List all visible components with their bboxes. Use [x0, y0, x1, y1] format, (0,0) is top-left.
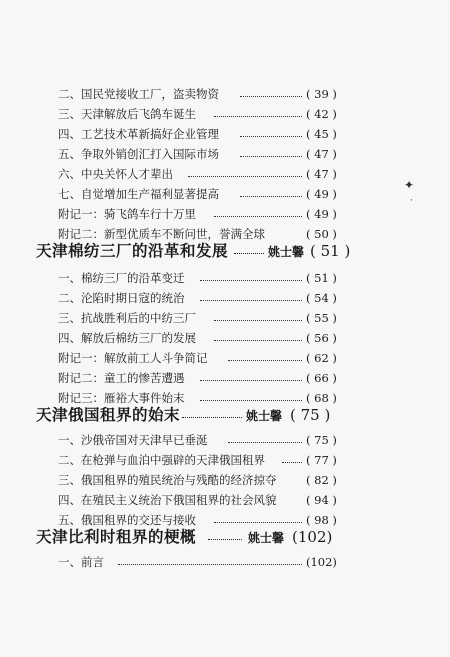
dot-leader	[200, 300, 302, 301]
toc-entry	[58, 470, 338, 490]
entry-title: 二、国民党接收工厂，盗卖物资	[58, 87, 219, 101]
toc-entry	[58, 328, 338, 348]
dot-leader	[240, 96, 302, 97]
entry-title: 七、自觉增加生产福利显著提高	[58, 187, 219, 201]
toc-entry	[58, 124, 338, 144]
entry-page: ( 98 )	[306, 513, 337, 527]
dot-leader	[240, 196, 302, 197]
entry-title: 附记一：骑飞鸽车行十万里	[58, 207, 196, 221]
entry-title: 附记二：新型优质车不断问世，誉满全球	[58, 227, 265, 241]
toc-entry	[58, 450, 338, 470]
dot-leader	[200, 380, 302, 381]
section-page: ( 51 )	[310, 242, 351, 260]
entry-title: 一、前言	[58, 555, 104, 569]
entry-page: ( 77 )	[306, 453, 337, 467]
toc-entry	[58, 430, 338, 450]
toc-entry	[58, 164, 338, 184]
dot-leader	[228, 360, 302, 361]
entry-page: ( 50 )	[306, 227, 337, 241]
dot-leader	[118, 564, 302, 565]
entry-title: 四、解放后棉纺三厂的发展	[58, 331, 196, 345]
entry-title: 六、中央关怀人才辈出	[58, 167, 173, 181]
entry-title: 五、俄国租界的交还与接收	[58, 513, 196, 527]
entry-title: 三、天津解放后飞鸽车诞生	[58, 107, 196, 121]
toc-entry	[58, 308, 338, 328]
entry-title: 二、在枪弹与血泊中强辟的天津俄国租界	[58, 453, 265, 467]
toc-entry	[58, 84, 338, 104]
entry-title: 三、俄国租界的殖民统治与残酷的经济掠夺	[58, 473, 277, 487]
dot-leader	[188, 176, 302, 177]
toc-entry	[58, 368, 338, 388]
section-heading	[36, 524, 346, 550]
entry-page: ( 45 )	[306, 127, 337, 141]
entry-page: ( 94 )	[306, 493, 337, 507]
entry-title: 二、沦陷时期日寇的统治	[58, 291, 185, 305]
entry-page: ( 49 )	[306, 187, 337, 201]
entry-title: 四、工艺技术革新搞好企业管理	[58, 127, 219, 141]
entry-page: ( 54 )	[306, 291, 337, 305]
entry-page: ( 47 )	[306, 147, 337, 161]
dot-leader	[214, 116, 302, 117]
entry-title: 附记一：解放前工人斗争简记	[58, 351, 208, 365]
section-page: (102)	[292, 528, 333, 546]
dot-leader	[240, 156, 302, 157]
section-heading	[36, 402, 346, 428]
entry-page: (102)	[306, 555, 337, 569]
toc-entry	[58, 552, 338, 572]
entry-page: ( 39 )	[306, 87, 337, 101]
entry-title: 附记二：童工的惨苦遭遇	[58, 371, 185, 385]
entry-title: 一、沙俄帝国对天津早已垂涎	[58, 433, 208, 447]
dot-leader	[282, 462, 302, 463]
entry-page: ( 75 )	[306, 433, 337, 447]
section-author: 姚士馨	[268, 245, 305, 259]
section-heading	[36, 238, 351, 264]
entry-page: ( 55 )	[306, 311, 337, 325]
entry-title: 四、在殖民主义统治下俄国租界的社会风貌	[58, 493, 277, 507]
dot-leader	[214, 340, 302, 341]
toc-entry	[58, 348, 338, 368]
entry-page: ( 56 )	[306, 331, 337, 345]
entry-page: ( 62 )	[306, 351, 337, 365]
scan-speck-icon: ✦	[404, 178, 415, 192]
entry-title: 附记三：雁裕大事件始末	[58, 391, 185, 405]
entry-page: ( 82 )	[306, 473, 337, 487]
dot-leader	[234, 253, 264, 254]
dot-leader	[214, 522, 302, 523]
entry-page: ( 66 )	[306, 371, 337, 385]
section-author: 姚士馨	[248, 531, 285, 545]
dot-leader	[208, 539, 242, 540]
toc-entry	[58, 204, 338, 224]
toc-entry	[58, 104, 338, 124]
entry-page: ( 68 )	[306, 391, 337, 405]
section-author: 姚士馨	[246, 409, 283, 423]
toc-entry	[58, 288, 338, 308]
scan-speck-icon: ·	[410, 196, 413, 206]
dot-leader	[182, 417, 242, 418]
dot-leader	[200, 400, 302, 401]
toc-entry	[58, 184, 338, 204]
toc-entry	[58, 490, 338, 510]
dot-leader	[214, 216, 302, 217]
section-page: ( 75 )	[290, 406, 331, 424]
dot-leader	[200, 280, 302, 281]
dot-leader	[228, 442, 302, 443]
entry-title: 三、抗战胜利后的中纺三厂	[58, 311, 196, 325]
entry-page: ( 51 )	[306, 271, 337, 285]
section-title: 天津棉纺三厂的沿革和发展	[36, 242, 229, 260]
dot-leader	[240, 136, 302, 137]
section-title: 天津比利时租界的梗概	[36, 528, 197, 546]
entry-title: 一、棉纺三厂的沿革变迁	[58, 271, 185, 285]
entry-page: ( 47 )	[306, 167, 337, 181]
section-title: 天津俄国租界的始末	[36, 406, 181, 424]
entry-page: ( 49 )	[306, 207, 337, 221]
toc-entry	[58, 144, 338, 164]
entry-page: ( 42 )	[306, 107, 337, 121]
entry-title: 五、争取外销创汇打入国际市场	[58, 147, 219, 161]
dot-leader	[214, 320, 302, 321]
toc-entry	[58, 268, 338, 288]
